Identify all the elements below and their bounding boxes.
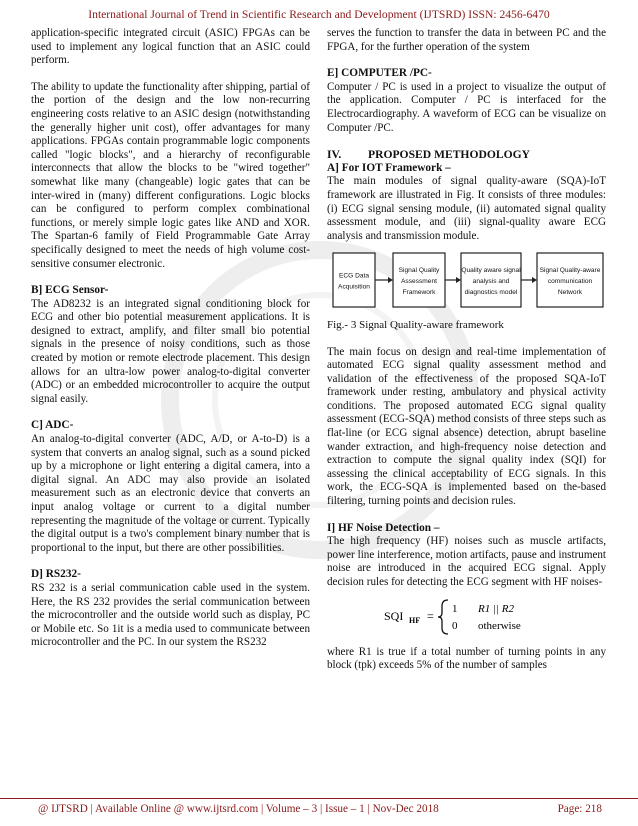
framework-box-3-label: diagnostics model (464, 289, 518, 297)
framework-arrowhead-2 (456, 277, 461, 283)
paragraph-main-focus: The main focus on design and real-time implementation of automated ECG signal quality assessment method and validation of the effectiveness of the proposed SQA-IoT framework under resting, ambulatory and physical activity conditions. The proposed automated ECG signal quality assessment (ECG-SQA) method consists of three steps such as flat-line (or ECG signal absence) detection, abrupt baseline wander extraction, and high-frequency noise detection and extraction to compute the signal quality index (SQI) for assessing the clinical acceptability of ECG signals. In this work, the ECG-SQA is implemented based on the-based filtering, turning points and decision rules. (327, 345, 606, 508)
heading-adc: C] ADC- (31, 419, 74, 432)
paragraph-computer-pc: Computer / PC is used in a project to visualize the output of the application. Computer / PC is interfaced for the Electrocardiography. A waveform of ECG can be visualize on Computer /PC. (327, 80, 606, 134)
page-footer (0, 798, 638, 821)
footer-journal-info: @ IJTSRD | Available Online @ www.ijtsrd.com | Volume – 3 | Issue – 1 | Nov-Dec 2018 (38, 803, 439, 815)
formula-equals: = (426, 608, 434, 623)
sqi-formula (327, 596, 606, 638)
formula-lhs: SQI (383, 608, 403, 623)
paragraph-rs232: RS 232 is a serial communication cable used in the system. Here, the RS 232 provides the serial communication between the microcontroller and the outside world such as display, PC or Mobile etc. So 1it is a media used to communicate between microcontroller and the PC. In our system the RS232 (31, 581, 310, 649)
paragraph-ecg-sensor: The AD8232 is an integrated signal conditioning block for ECG and other bio potential measurement applications. It is designed to extract, amplify, and filter small bio potential signals in the presence of noisy conditions, such as those created by motion or remote electrode placement. This design allows for an ultra-low power analog-to-digital converter (ADC) or an embedded microcontroller to acquire the output signal easily. (31, 297, 310, 405)
journal-header: International Journal of Trend in Scientific Research and Development (IJTSRD) ISSN: 2456-6470 (88, 8, 550, 21)
paragraph-iot-framework: The main modules of signal quality-aware (SQA)-IoT framework are illustrated in Fig. It consists of three modules: (i) ECG signal sensing module, (ii) automated signal quality assessment module, and (iii) signal-quality aware ECG analysis and transmission module. (327, 175, 606, 242)
paragraph-fpga-details: The ability to update the functionality after shipping, partial of the portion of the design and the low non-recurring engineering costs relative to an ASIC design (notwithstanding the generally higher unit cost), offer advantages for many applications. FPGAs contain programmable logic components called "logic blocks", and a hierarchy of reconfigurable interconnects that allow the blocks to be "wired together" somewhat like many (changeable) logic gates that can be inter-wired in (many) different configurations. Logic blocks can be configured to perform complex combinational functions, or merely simple logic gates like AND and XOR. The Spartan-6 family of Field Programmable Gate Array specifically designed to meet the needs of high volume cost-sensitive consumer electronic. (31, 80, 310, 270)
heading-hf-noise: I] HF Noise Detection – (327, 521, 440, 534)
figure-caption: Fig.- 3 Signal Quality-aware framework (327, 318, 504, 331)
framework-box-2-label: Signal Quality (398, 267, 440, 275)
sqi-formula-graphic (382, 596, 552, 638)
paragraph-rs232-continued: serves the function to transfer the data in between PC and the FPGA, for the further operation of the system (327, 27, 606, 53)
framework-box-2-label: Framework (402, 289, 436, 297)
framework-box-1-label: Acquisition (338, 283, 370, 291)
formula-case1-condition: R1 || R2 (477, 602, 514, 615)
right-column (327, 27, 606, 673)
formula-subscript: HF (408, 615, 420, 625)
framework-arrowhead-3 (532, 277, 537, 283)
formula-case1-value: 1 (451, 602, 457, 615)
framework-diagram (327, 249, 606, 311)
footer-page-number: Page: 218 (557, 803, 602, 815)
heading-rs232: D] RS232- (31, 568, 81, 581)
left-column (31, 27, 310, 650)
heading-ecg-sensor: B] ECG Sensor- (31, 284, 109, 297)
framework-box-2-label: Assessment (401, 278, 437, 286)
framework-box-4-label: Signal Quality-aware (539, 267, 601, 275)
framework-box-4-label: communication (547, 278, 593, 286)
formula-case2-condition: otherwise (477, 619, 521, 632)
formula-case2-value: 0 (451, 619, 457, 632)
framework-box-1 (333, 253, 375, 307)
framework-box-3-label: Quality aware signal (461, 267, 521, 275)
framework-box-4-label: Network (557, 289, 583, 297)
framework-arrowhead-1 (388, 277, 393, 283)
paragraph-where-r1: where R1 is true if a total number of turning points in any block (tpk) exceeds 5% of the number of samples (327, 645, 606, 672)
heading-iot-framework: A] For IOT Framework – (327, 161, 451, 174)
framework-box-1-label: ECG Data (338, 272, 370, 280)
formula-brace (438, 600, 448, 634)
paragraph-adc: An analog-to-digital converter (ADC, A/D, or A-to-D) is a system that converts an analog signal, such as a sound picked up by a microphone or light entering a digital camera, into a digital signal. An ADC may also provide an isolated measurement such as an electronic device that converts an input analog voltage or current to a digital number representing the magnitude of the voltage or current. Typically the digital output is a two's complement binary number that is proportional to the input, but there are other possibilities. (31, 433, 310, 554)
heading-computer-pc: E] COMPUTER /PC- (327, 67, 432, 80)
paragraph-hf-noise: The high frequency (HF) noises such as muscle artifacts, power line interference, motion artifacts, pause and instrument noise are introduced in the acquired ECG signal. Apply decision rules for detecting the ECG segment with HF noises- (327, 535, 606, 588)
section-number: IV. (327, 148, 342, 162)
section-heading-methodology (327, 148, 606, 162)
paragraph-fpga-intro: application-specific integrated circuit (ASIC) FPGAs can be used to implement any logical function that an ASIC could perform. (31, 27, 310, 67)
framework-box-3-label: analysis and (472, 278, 510, 286)
section-title: PROPOSED METHODOLOGY (368, 148, 531, 162)
